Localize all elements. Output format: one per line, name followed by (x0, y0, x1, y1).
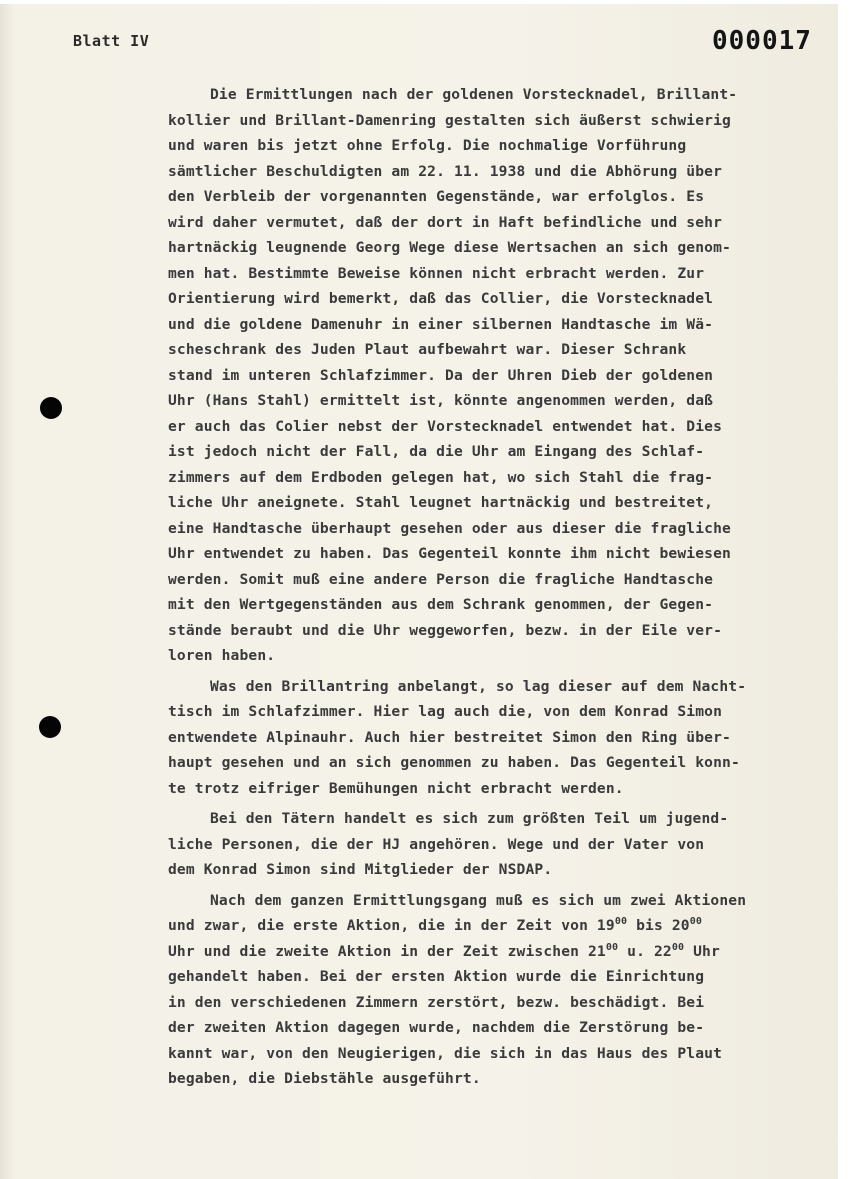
text-line: loren haben. (168, 647, 276, 664)
text-line: te trotz eifriger Bemühungen nicht erbracht werden. (168, 779, 624, 797)
time-text-after: Uhr (684, 942, 720, 960)
text-line: mit den Wertgegenständen aus dem Schrank genommen, der Gegen- (168, 596, 714, 613)
text-line: Bei den Tätern handelt es sich zum größten Teil um jugend- (210, 810, 729, 827)
text-line: Uhr entwendet zu haben. Das Gegenteil konnte ihm nicht bewiesen (168, 545, 731, 562)
text-line: der zweiten Aktion dagegen wurde, nachdem die Zerstörung be- (168, 1019, 705, 1036)
text-line: hartnäckig leugnende Georg Wege diese Wertsachen an sich genom- (168, 239, 731, 256)
text-line-times-2 (168, 939, 833, 965)
time-text-before: und zwar, die erste Aktion, die in der Zeit von 19 (168, 917, 615, 934)
punch-hole-top (40, 397, 62, 419)
text-line: den Verbleib der vorgenannten Gegenstände, war erfolglos. Es (168, 188, 705, 205)
page-right-edge (838, 0, 850, 1179)
text-line: und waren bis jetzt ohne Erfolg. Die nochmalige Vorführung (168, 137, 687, 154)
time-superscript: 00 (614, 916, 628, 927)
text-line: haupt gesehen und an sich genommen zu haben. Das Gegenteil konn- (168, 754, 740, 771)
text-line: eine Handtasche überhaupt gesehen oder aus dieser die fragliche (168, 519, 731, 537)
text-line: wird daher vermutet, daß der dort in Haft befindliche und sehr (168, 213, 723, 231)
text-line: scheschrank des Juden Plaut aufbewahrt war. Dieser Schrank (168, 341, 687, 358)
text-line: ist jedoch nicht der Fall, da die Uhr am Eingang des Schlaf- (168, 443, 705, 460)
paragraph-diamond-ring (168, 674, 833, 802)
text-line: liche Personen, die der HJ angehören. Wege und der Vater von (168, 835, 705, 853)
time-text-middle: u. 22 (618, 942, 672, 960)
text-line: kannt war, von den Neugierigen, die sich in das Haus des Plaut (168, 1044, 723, 1062)
paragraph-perpetrators (168, 806, 833, 883)
time-superscript: 00 (605, 941, 619, 953)
text-line: stand im unteren Schlafzimmer. Da der Uhren Dieb der goldenen (168, 366, 714, 384)
text-line-times-1 (168, 913, 833, 939)
text-line: liche Uhr aneignete. Stahl leugnet hartnäckig und bestreitet, (168, 494, 714, 511)
page-top-edge (0, 0, 850, 4)
text-line: er auch das Colier nebst der Vorstecknadel entwendet hat. Dies (168, 417, 723, 435)
paragraph-investigation (168, 82, 833, 669)
text-line: kollier und Brillant-Damenring gestalten sich äußerst schwierig (168, 111, 731, 129)
punch-hole-bottom (39, 716, 61, 738)
text-line: Die Ermittlungen nach der goldenen Vorstecknadel, Brillant- (210, 86, 738, 103)
text-line: entwendete Alpinauhr. Auch hier bestreitet Simon den Ring über- (168, 728, 731, 746)
text-line: Was den Brillantring anbelangt, so lag dieser auf dem Nacht- (210, 677, 747, 695)
text-line: sämtlicher Beschuldigten am 22. 11. 1938 und die Abhörung über (168, 162, 723, 180)
text-line: men hat. Bestimmte Beweise können nicht erbracht werden. Zur (168, 264, 705, 282)
text-line: werden. Somit muß eine andere Person die fragliche Handtasche (168, 570, 714, 588)
text-line: tisch im Schlafzimmer. Hier lag auch die, von dem Konrad Simon (168, 703, 723, 720)
paragraph-actions (168, 888, 833, 1092)
time-superscript: 00 (671, 941, 685, 953)
text-line: und die goldene Damenuhr in einer silbernen Handtasche im Wä- (168, 315, 714, 333)
sheet-label: Blatt IV (73, 32, 150, 50)
time-text-before: Uhr und die zweite Aktion in der Zeit zwischen 21 (168, 942, 606, 960)
text-line: Uhr (Hans Stahl) ermittelt ist, könnte angenommen werden, daß (168, 392, 714, 409)
text-line: gehandelt haben. Bei der ersten Aktion wurde die Einrichtung (168, 968, 705, 985)
report-body (168, 82, 833, 1097)
text-line: begaben, die Diebstähle ausgeführt. (168, 1070, 481, 1087)
text-line: Nach dem ganzen Ermittlungsgang muß es sich um zwei Aktionen (210, 891, 747, 909)
text-line: dem Konrad Simon sind Mitglieder der NSDAP. (168, 861, 553, 878)
time-superscript: 00 (689, 916, 703, 927)
text-line: in den verschiedenen Zimmern zerstört, bezw. beschädigt. Bei (168, 993, 705, 1011)
text-line: stände beraubt und die Uhr weggeworfen, bezw. in der Eile ver- (168, 621, 723, 639)
document-number: 000017 (712, 26, 812, 56)
text-line: zimmers auf dem Erdboden gelegen hat, wo sich Stahl die frag- (168, 468, 714, 486)
time-text-middle: bis 20 (627, 917, 690, 934)
text-line: Orientierung wird bemerkt, daß das Collier, die Vorstecknadel (168, 290, 714, 307)
